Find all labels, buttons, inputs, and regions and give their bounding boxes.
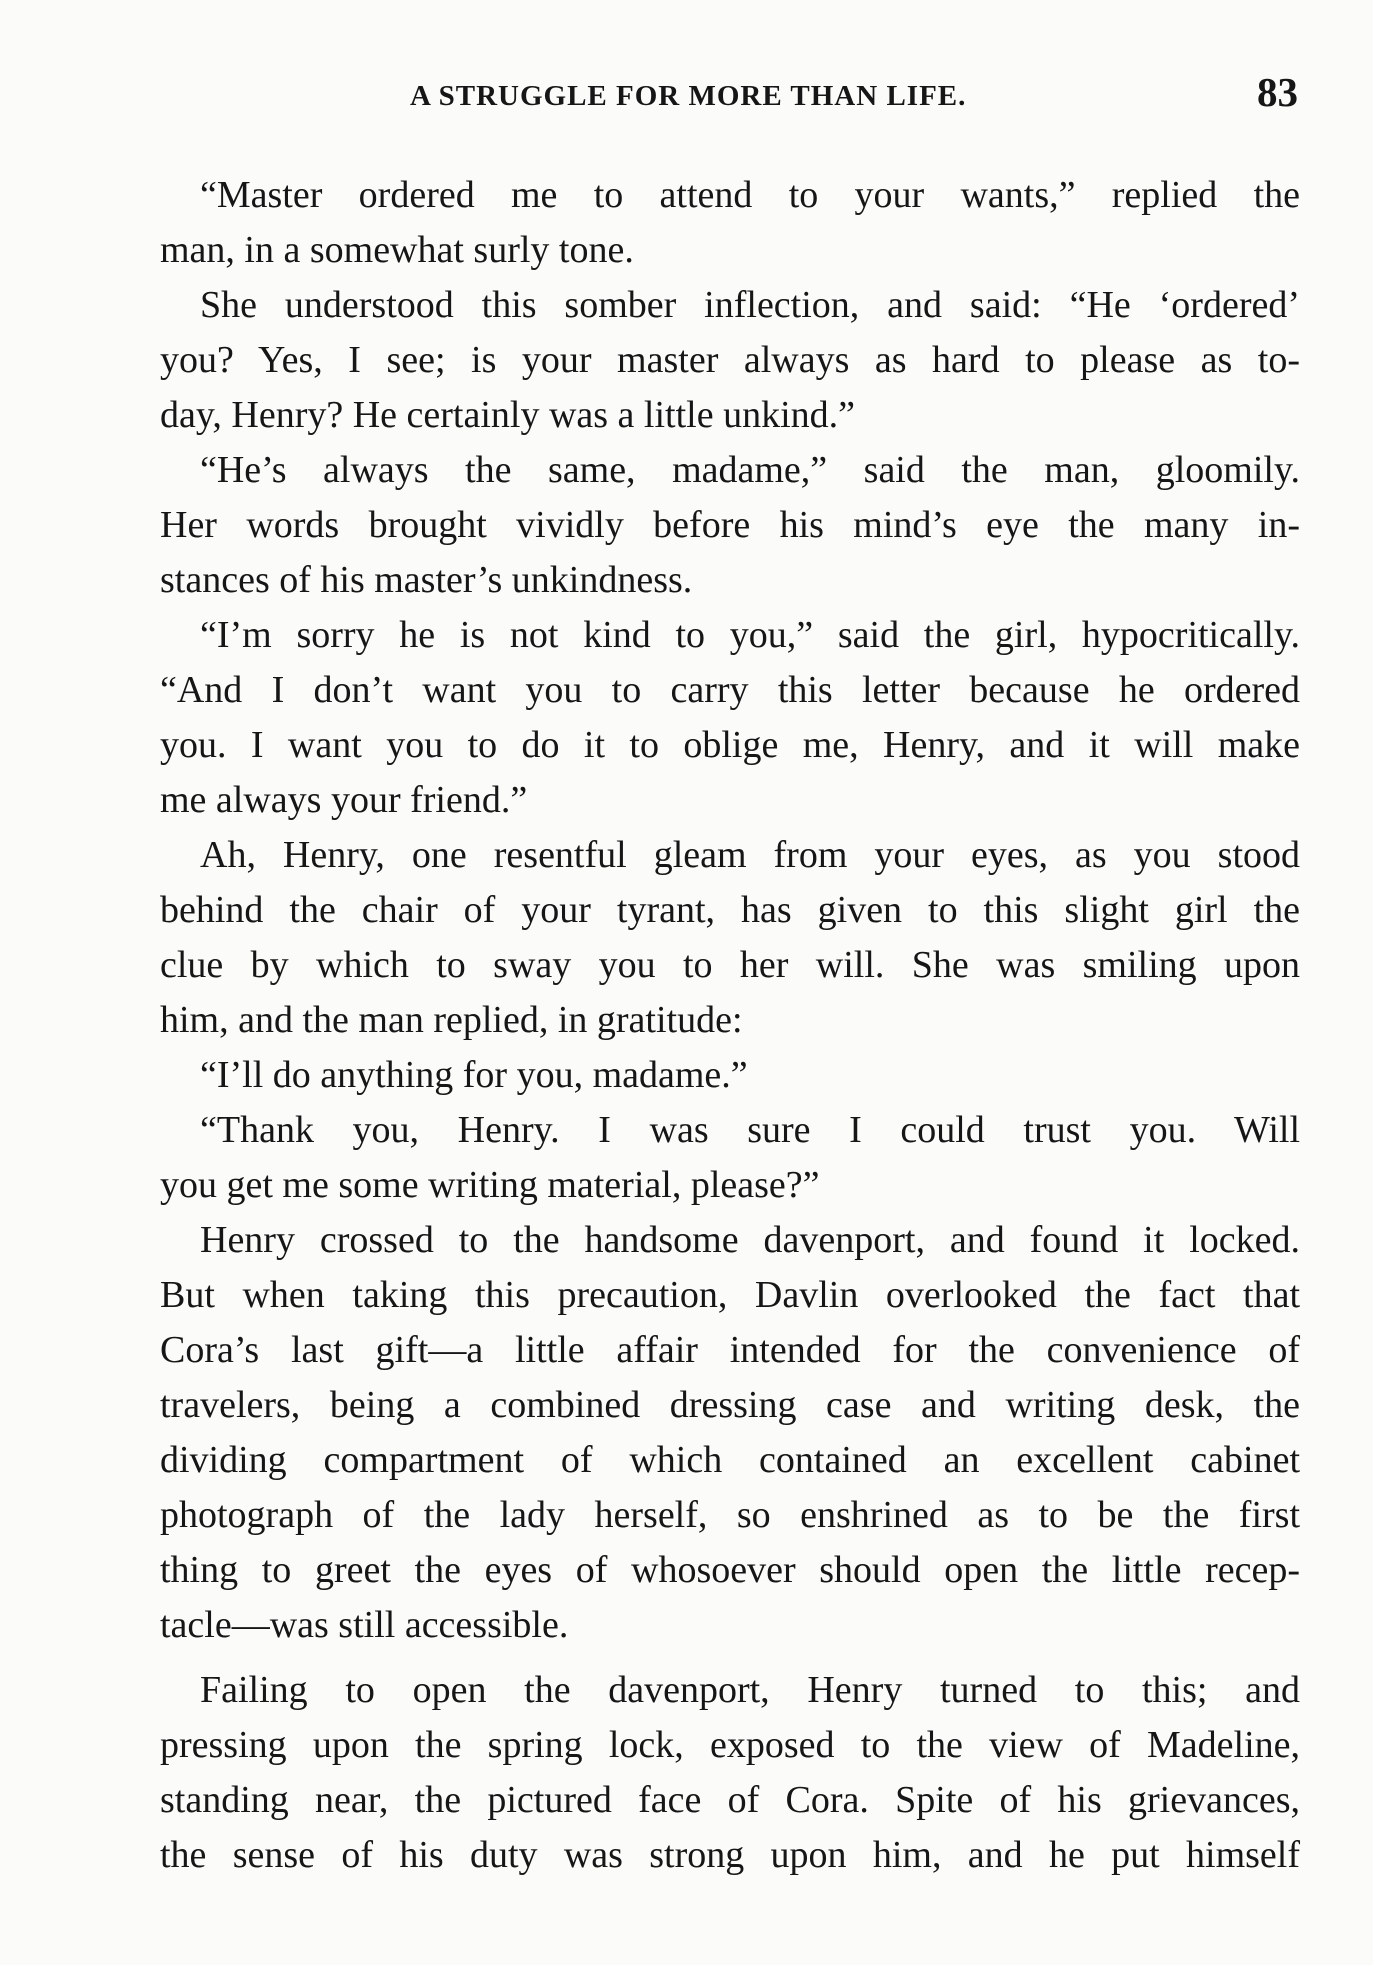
- text-line: travelers, being a combined dressing case and writing desk, the: [160, 1384, 1300, 1426]
- text-line: But when taking this precaution, Davlin overlooked the fact that: [160, 1274, 1300, 1316]
- text-line: me always your friend.”: [160, 779, 528, 821]
- text-line: him, and the man replied, in gratitude:: [160, 999, 743, 1041]
- text-line: Failing to open the davenport, Henry turned to this; and: [200, 1669, 1300, 1711]
- text-line: you? Yes, I see; is your master always as hard to please as to-: [160, 339, 1300, 381]
- text-line: clue by which to sway you to her will. She was smiling upon: [160, 944, 1300, 986]
- text-line: thing to greet the eyes of whosoever should open the little recep-: [160, 1549, 1300, 1591]
- text-line: pressing upon the spring lock, exposed to the view of Madeline,: [160, 1724, 1300, 1766]
- text-line: stances of his master’s unkindness.: [160, 559, 693, 601]
- page-number: 83: [1257, 69, 1298, 115]
- text-line: standing near, the pictured face of Cora. Spite of his grievances,: [160, 1779, 1300, 1821]
- text-line: Cora’s last gift—a little affair intended for the convenience of: [160, 1329, 1300, 1371]
- text-line: the sense of his duty was strong upon him, and he put himself: [160, 1834, 1300, 1876]
- running-title: A STRUGGLE FOR MORE THAN LIFE.: [410, 80, 967, 112]
- text-line: “I’m sorry he is not kind to you,” said the girl, hypocritically.: [200, 614, 1300, 656]
- text-line: you. I want you to do it to oblige me, Henry, and it will make: [160, 724, 1300, 766]
- body-text: [160, 168, 1300, 1883]
- text-line: “Master ordered me to attend to your wants,” replied the: [200, 174, 1300, 216]
- running-head: [160, 68, 1300, 138]
- text-line: you get me some writing material, please?”: [160, 1164, 820, 1206]
- text-line: tacle—was still accessible.: [160, 1604, 569, 1646]
- text-line: “I’ll do anything for you, madame.”: [200, 1054, 748, 1096]
- text-line: Her words brought vividly before his mind’s eye the many in-: [160, 504, 1300, 546]
- text-line: dividing compartment of which contained an excellent cabinet: [160, 1439, 1300, 1481]
- text-line: “He’s always the same, madame,” said the man, gloomily.: [200, 449, 1300, 491]
- text-line: “And I don’t want you to carry this letter because he ordered: [160, 669, 1300, 711]
- text-line: behind the chair of your tyrant, has given to this slight girl the: [160, 889, 1300, 931]
- text-line: “Thank you, Henry. I was sure I could trust you. Will: [200, 1109, 1300, 1151]
- text-line: Ah, Henry, one resentful gleam from your eyes, as you stood: [200, 834, 1300, 876]
- text-line: day, Henry? He certainly was a little unkind.”: [160, 394, 856, 436]
- text-line: She understood this somber inflection, and said: “He ‘ordered’: [200, 284, 1300, 326]
- text-line: photograph of the lady herself, so enshrined as to be the first: [160, 1494, 1300, 1536]
- text-line: Henry crossed to the handsome davenport, and found it locked.: [200, 1219, 1300, 1261]
- text-line: man, in a somewhat surly tone.: [160, 229, 634, 271]
